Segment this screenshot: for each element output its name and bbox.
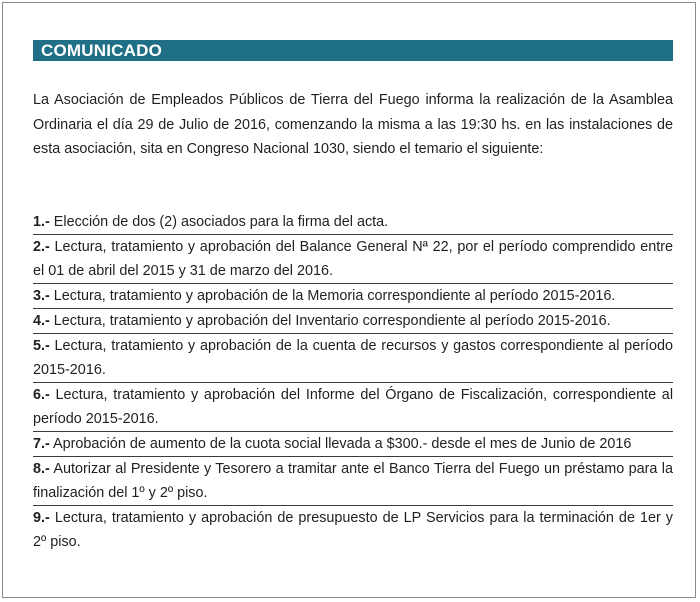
agenda-item-number: 9.- [33,510,50,526]
agenda-item-text: Lectura, tratamiento y aprobación de presupuesto de LP Servicios para la terminación de 1er y 2º piso. [33,510,674,550]
agenda-item-8 [33,457,673,506]
agenda-list [33,210,673,554]
agenda-item-6 [33,383,673,432]
agenda-item-7 [33,432,673,457]
agenda-item-text: Lectura, tratamiento y aprobación de la Memoria correspondiente al período 2015-2016. [53,288,616,304]
header-bar [33,40,673,61]
agenda-item-number: 6.- [33,387,50,403]
agenda-item-number: 4.- [33,313,50,329]
agenda-item-text: Lectura, tratamiento y aprobación de la cuenta de recursos y gastos correspondiente al período 2015-2016. [33,338,673,378]
agenda-item-2 [33,235,673,284]
intro-paragraph: La Asociación de Empleados Públicos de Tierra del Fuego informa la realización de la Asamblea Ordinaria el día 29 de Julio de 2016, comenzando la misma a las 19:30 hs. en las instalaciones de esta asociación, sita en Congreso Nacional 1030, siendo el temario el siguiente: [33,92,673,157]
agenda-item-text: Aprobación de aumento de la cuota social llevada a $300.- desde el mes de Junio de 2016 [53,436,632,452]
agenda-item-text: Lectura, tratamiento y aprobación del Inventario correspondiente al período 2015-2016. [53,313,611,329]
agenda-item-number: 3.- [33,288,50,304]
agenda-item-5 [33,334,673,383]
notice-frame [2,2,696,598]
agenda-item-9 [33,506,673,554]
agenda-item-number: 5.- [33,338,50,354]
agenda-item-text: Elección de dos (2) asociados para la firma del acta. [53,214,389,230]
agenda-item-number: 2.- [33,239,50,255]
agenda-item-1 [33,210,673,235]
agenda-item-text: Autorizar al Presidente y Tesorero a tramitar ante el Banco Tierra del Fuego un préstamo para la finalización del 1º y 2º piso. [33,461,673,501]
agenda-item-number: 8.- [33,461,50,477]
agenda-item-number: 7.- [33,436,50,452]
agenda-item-text: Lectura, tratamiento y aprobación del Balance General Nª 22, por el período comprendido entre el 01 de abril del 2015 y 31 de marzo del 2016. [33,239,673,279]
agenda-item-text: Lectura, tratamiento y aprobación del Informe del Órgano de Fiscalización, correspondiente al período 2015-2016. [33,387,674,427]
notice-title: COMUNICADO [41,41,162,60]
agenda-item-4 [33,309,673,334]
agenda-item-3 [33,284,673,309]
agenda-item-number: 1.- [33,214,50,230]
